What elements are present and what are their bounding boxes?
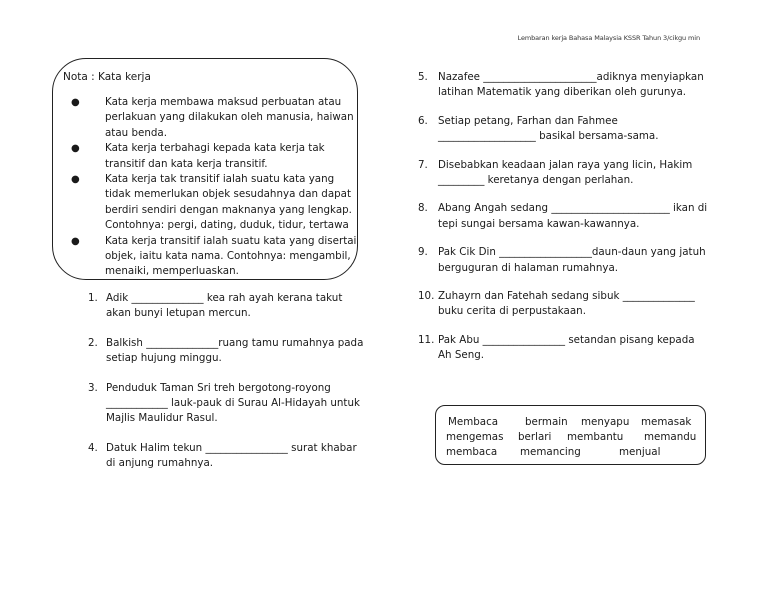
word-bank-word: Membaca bbox=[448, 416, 499, 428]
word-bank-word: bermain bbox=[525, 416, 568, 428]
word-bank-word: memasak bbox=[641, 416, 692, 428]
note-item: ● Kata kerja membawa maksud perbuatan atau perlakuan yang dilakukan oleh manusia, haiwan atau benda. bbox=[71, 96, 354, 139]
question-text: Setiap petang, Farhan dan Fahmee ___________________ basikal bersama-sama. bbox=[438, 114, 659, 143]
note-item: ● Kata kerja tak transitif ialah suatu kata yang tidak memerlukan objek sesudahnya dan dapat berdiri sendiri dengan maknanya yang lengkap. Contohnya: pergi, dating, duduk, tidur, tertawa bbox=[71, 173, 352, 232]
question-text: Pak Abu ________________ setandan pisang kepada Ah Seng. bbox=[438, 333, 695, 362]
question-number: 6. bbox=[418, 114, 428, 127]
bullet-icon: ● bbox=[71, 97, 80, 108]
word-bank-word: menjual bbox=[619, 446, 661, 458]
word-bank-word: berlari bbox=[518, 431, 552, 443]
word-bank-word: membaca bbox=[446, 446, 498, 458]
word-bank-word: membantu bbox=[567, 431, 624, 443]
question-number: 8. bbox=[418, 202, 428, 215]
question-item bbox=[418, 289, 708, 320]
question-text: Disebabkan keadaan jalan raya yang licin, Hakim _________ keretanya dengan perlahan. bbox=[438, 158, 693, 187]
bullet-icon: ● bbox=[71, 143, 80, 155]
bullet-icon: ● bbox=[71, 174, 80, 186]
question-text: Balkish ______________ruang tamu rumahnya pada setiap hujung minggu. bbox=[106, 336, 364, 365]
questions-left bbox=[88, 291, 368, 486]
page-header: Lembaran kerja Bahasa Malaysia KSSR Tahun 3/cikgu min bbox=[517, 34, 700, 42]
question-text: Penduduk Taman Sri treh bergotong-royong ____________ lauk-pauk di Surau Al-Hidayah untuk Majlis Maulidur Rasul. bbox=[106, 381, 360, 425]
question-item bbox=[418, 114, 708, 145]
questions-right bbox=[418, 70, 708, 377]
word-bank-word: menyapu bbox=[581, 416, 630, 428]
question-item bbox=[418, 70, 708, 101]
question-number: 2. bbox=[88, 336, 98, 349]
bullet-icon: ● bbox=[71, 235, 80, 247]
word-bank-word: memancing bbox=[520, 446, 581, 458]
question-number: 7. bbox=[418, 158, 428, 171]
note-title: Nota : Kata kerja bbox=[63, 71, 151, 83]
question-text: Nazafee ______________________adiknya menyiapkan latihan Matematik yang diberikan oleh gurunya. bbox=[438, 71, 704, 99]
note-item: ● Kata kerja terbahagi kepada kata kerja tak transitif dan kata kerja transitif. bbox=[71, 142, 325, 170]
question-text: Pak Cik Din __________________daun-daun yang jatuh berguguran di halaman rumahnya. bbox=[438, 246, 706, 274]
question-number: 11. bbox=[418, 333, 435, 346]
question-item bbox=[418, 333, 708, 364]
question-text: Datuk Halim tekun ________________ surat khabar di anjung rumahnya. bbox=[106, 441, 357, 470]
question-item bbox=[88, 381, 368, 427]
question-item bbox=[88, 291, 368, 322]
word-bank-word: memandu bbox=[644, 431, 697, 443]
question-item bbox=[88, 336, 368, 367]
question-number: 5. bbox=[418, 71, 428, 83]
question-number: 3. bbox=[88, 381, 98, 394]
question-number: 4. bbox=[88, 441, 98, 454]
question-number: 10. bbox=[418, 290, 435, 303]
question-text: Adik ______________ kea rah ayah kerana takut akan bunyi letupan mercun. bbox=[106, 292, 343, 320]
question-item bbox=[418, 245, 708, 276]
question-number: 1. bbox=[88, 292, 98, 304]
note-box bbox=[52, 58, 358, 280]
question-text: Zuhayrn dan Fatehah sedang sibuk ______________ buku cerita di perpustakaan. bbox=[438, 290, 695, 318]
note-item: ● Kata kerja transitif ialah suatu kata yang disertai objek, iaitu kata nama. Contohnya: mengambil, menaiki, memperluaskan. bbox=[71, 234, 357, 278]
word-bank-box bbox=[435, 405, 706, 465]
question-item bbox=[418, 201, 708, 232]
question-text: Abang Angah sedang _______________________ ikan di tepi sungai bersama kawan-kawannya. bbox=[438, 202, 708, 230]
word-bank-word: mengemas bbox=[446, 431, 504, 443]
question-item bbox=[418, 158, 708, 189]
question-number: 9. bbox=[418, 246, 428, 259]
note-list bbox=[71, 95, 357, 280]
question-item bbox=[88, 441, 368, 472]
